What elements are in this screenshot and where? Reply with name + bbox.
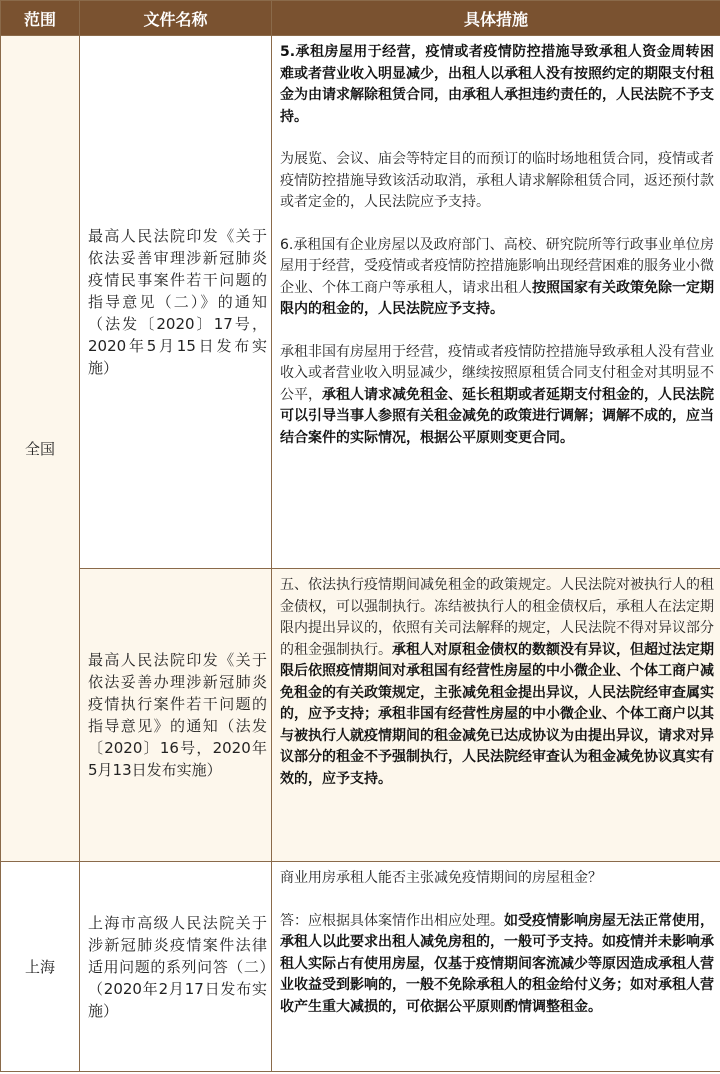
measure-paragraph: [280, 911, 714, 1019]
measure-text: 6.承租国有企业房屋以及政府部门、高校、研究院所等行政事业单位房屋用于经营，受疫情或者疫情防控措施影响出现经营困难的服务业小微企业、个体工商户等承租人，请求出租人: [280, 236, 714, 296]
measure-text: 五、依法执行疫情期间减免租金的政策规定。人民法院对被执行人的租金债权，可以强制执行。冻结被执行人的租金债权后，承租人在法定期限内提出异议的，依照有关司法解释的规定，人民法院不得对异议部分的租金强制执行。: [280, 577, 714, 658]
measure-paragraph: [280, 342, 714, 450]
measure-paragraph: [280, 575, 714, 790]
header-scope: 范围: [1, 1, 80, 36]
measure-text: 为展览、会议、庙会等特定目的而预订的临时场地租赁合同，疫情或者疫情防控措施导致该活动取消，承租人请求解除租赁合同，返还预付款或者定金的，人民法院应予支持。: [280, 151, 714, 210]
header-doc-name: 文件名称: [80, 1, 272, 36]
table-row: [1, 36, 720, 569]
measure-paragraph: [280, 868, 714, 890]
measure-paragraph: [280, 149, 714, 214]
scope-cell-shanghai: 上海: [1, 862, 80, 1072]
measure-bold-text: 如受疫情影响房屋无法正常使用，承租人以此要求出租人减免房租的，一般可予支持。如疫情并未影响承租人实际占有使用房屋，仅基于疫情期间客流减少等原因造成承租人营业收益受到影响的，一般不免除承租人的租金给付义务；如对承租人营收产生重大减损的，可依据公平原则酌情调整租金。: [280, 912, 714, 1015]
table-row: [1, 862, 720, 1072]
measure-paragraph: [280, 235, 714, 321]
measure-bold-text: 承租人对原租金债权的数额没有异议，但超过法定期限后依照疫情期间对承租国有经营性房屋的中小微企业、个体工商户减免租金的有关政策规定，主张减免租金提出异议，人民法院经审查属实的，应予支持；承租非国有经营性房屋的中小微企业、个体工商户以其与被执行人就疫情期间的租金减免已达成协议为由提出异议，请求对异议部分的租金不予强制执行，人民法院经审查认为租金减免协议真实有效的，应予支持。: [280, 641, 714, 787]
table-row: [1, 569, 720, 862]
measures-cell: [272, 862, 720, 1072]
measures-cell: [272, 569, 720, 862]
measure-text: 答：应根据具体案情作出相应处理。: [280, 912, 504, 929]
header-measures: 具体措施: [272, 1, 720, 36]
measure-bold-text: 按照国家有关政策免除一定期限内的租金的，人民法院应予支持。: [280, 279, 714, 317]
measure-bold-text: 承租人请求减免租金、延长租期或者延期支付租金的，人民法院可以引导当事人参照有关租金减免的政策进行调解；调解不成的，应当结合案件的实际情况，根据公平原则变更合同。: [280, 386, 714, 446]
doc-name-cell: 最高人民法院印发《关于依法妥善办理涉新冠肺炎疫情执行案件若干问题的指导意见》的通知（法发〔2020〕16号，2020年5月13日发布实施）: [80, 569, 272, 862]
measure-text: 商业用房承租人能否主张减免疫情期间的房屋租金？: [280, 870, 602, 886]
measures-cell: [272, 36, 720, 569]
measure-paragraph: [280, 42, 714, 128]
scope-cell-national: 全国: [1, 36, 80, 862]
doc-name-cell: 上海市高级人民法院关于涉新冠肺炎疫情案件法律适用问题的系列问答（二）（2020年2月17日发布实施）: [80, 862, 272, 1072]
doc-name-cell: 最高人民法院印发《关于依法妥善审理涉新冠肺炎疫情民事案件若干问题的指导意见（二）》的通知（法发〔2020〕17号，2020年5月15日发布实施）: [80, 36, 272, 569]
measure-bold-text: 5.承租房屋用于经营，疫情或者疫情防控措施导致承租人资金周转困难或者营业收入明显减少，出租人以承租人没有按照约定的期限支付租金为由请求解除租赁合同，由承租人承担违约责任的，人民法院不予支持。: [280, 44, 714, 125]
table-header-row: [1, 1, 720, 36]
measure-text: 承租非国有房屋用于经营，疫情或者疫情防控措施导致承租人没有营业收入或者营业收入明显减少，继续按照原租赁合同支付租金对其明显不公平，: [280, 343, 714, 403]
